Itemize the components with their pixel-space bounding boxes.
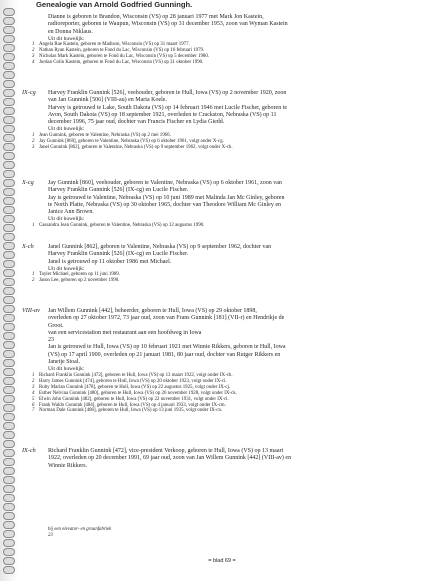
child-number: 3 bbox=[32, 144, 35, 150]
binding-ring bbox=[3, 413, 15, 421]
intro-children-label: Uit dit huwelijk: bbox=[48, 35, 85, 42]
generation-code: IX-ch bbox=[22, 447, 36, 454]
binding-ring bbox=[3, 539, 15, 547]
binding-ring bbox=[3, 287, 15, 295]
binding-ring bbox=[3, 566, 15, 574]
child-item bbox=[32, 223, 388, 229]
binding-ring bbox=[3, 260, 15, 268]
binding-ring bbox=[3, 422, 15, 430]
binding-ring bbox=[3, 305, 15, 313]
generation-code: X-cg bbox=[22, 179, 34, 186]
binding-ring bbox=[3, 386, 15, 394]
binding-ring bbox=[3, 431, 15, 439]
children-label: Uit dit huwelijk: bbox=[48, 366, 85, 373]
child-text: Nathan Ryan Kastein, geboren te Fond du Lac, Wisconsin (VS) op 16 februari 1979. bbox=[39, 48, 205, 54]
intro-block bbox=[22, 14, 422, 66]
binding-ring bbox=[3, 188, 15, 196]
entry-text bbox=[48, 90, 414, 126]
binding-ring bbox=[3, 197, 15, 205]
text-line: Jay is getrouwd te Valentine, Nebraska (VS) op 10 juni 1989 met Malinda Jan Mc Ginley, geboren bbox=[48, 194, 285, 201]
binding-ring bbox=[3, 143, 15, 151]
binding-ring bbox=[3, 44, 15, 52]
text-line: Groot. bbox=[48, 322, 64, 329]
binding-ring bbox=[3, 359, 15, 367]
binding-ring bbox=[3, 395, 15, 403]
child-number: 3 bbox=[32, 384, 35, 390]
binding-ring bbox=[3, 449, 15, 457]
child-text: Jason Lee, geboren op 2 november 1990. bbox=[39, 278, 120, 284]
child-number: 1 bbox=[32, 372, 35, 378]
binding-ring bbox=[3, 503, 15, 511]
text-line: Harvey Franklin Gunnink [526], veehouder, geboren te Hull, Iowa (VS) op 2 november 1920, zoon bbox=[48, 90, 287, 96]
intro-text bbox=[48, 14, 414, 36]
children-label: Uit dit huwelijk: bbox=[48, 265, 85, 272]
text-line: Richard Franklin Gunnink [472], vice-president Verkoop, geboren te Hull, Iowa (VS) op 13 maart bbox=[48, 448, 284, 454]
binding-ring bbox=[3, 134, 15, 142]
binding-ring bbox=[3, 341, 15, 349]
child-text: Frank Waldo Gunnink [484], geboren te Hull, Iowa (VS) op 4 januari 1933, volgt onder IX-cm. bbox=[39, 402, 226, 408]
child-text: Esther Nelvina Gunnink [480], geboren te Hull, Iowa (VS) op 26 november 1928, volgt onder IX-ck. bbox=[39, 390, 237, 396]
text-line: (VS) op 17 april 1900, overleden op 21 januari 1981, 80 jaar oud, dochter van Rutger Rikkers en bbox=[48, 351, 281, 358]
binding-ring bbox=[3, 458, 15, 466]
binding-ring bbox=[3, 296, 15, 304]
text-line: Jan Willem Gunnink [442], beheerder, geboren te Hull, Iowa (VS) op 29 oktober 1898, bbox=[48, 308, 257, 314]
text-line: 1922, overleden op 20 december 1991, 69 jaar oud, zoon van Jan Willem Gunnink [442] (VIII-av) en bbox=[48, 455, 292, 462]
binding-ring bbox=[3, 89, 15, 97]
entry-x-cg bbox=[22, 180, 422, 229]
binding-ring bbox=[3, 440, 15, 448]
entry-text bbox=[48, 308, 414, 366]
child-number: 2 bbox=[32, 278, 35, 284]
text-line: Janice Ann Brown. bbox=[48, 209, 94, 216]
binding-ring bbox=[3, 521, 15, 529]
binding-ring bbox=[3, 215, 15, 223]
text-line: Jay Gunnink [860], veehouder, geboren te Valentine, Nebraska (VS) op 6 oktober 1961, zoon van bbox=[48, 180, 282, 186]
child-number: 4 bbox=[32, 390, 35, 396]
text-line: en Donna Niklaus. bbox=[48, 28, 93, 35]
text-line: Jan is getrouwd te Hull, Iowa (VS) op 10 februari 1921 met Winnie Rikkers, geboren te Hull, Iowa bbox=[48, 344, 286, 351]
text-line: Harvey Franklin Gunnink [526] (IX-cg) en Lucile Fischer. bbox=[48, 187, 189, 194]
binding-ring bbox=[3, 467, 15, 475]
child-number: 1 bbox=[32, 223, 35, 229]
binding-ring bbox=[3, 242, 15, 250]
binding-ring bbox=[3, 179, 15, 187]
text-line: radioreporter, geboren te Waupun, Wisconsin (VS) op 31 december 1953, zoon van Wyman Kastein bbox=[48, 21, 288, 28]
entry-x-ch bbox=[22, 244, 422, 284]
binding-ring bbox=[3, 512, 15, 520]
child-text: Harry James Gunnink [474], geboren te Hull, Iowa (VS) op 20 oktober 1923, volgt onder IX-ci. bbox=[39, 378, 227, 384]
binding-ring bbox=[3, 350, 15, 358]
footnote-text: bij een elevator- en graanfabriek bbox=[48, 527, 112, 532]
child-text: Tayler Michael, geboren op 11 juni 1989. bbox=[39, 272, 120, 278]
children-list bbox=[22, 272, 388, 284]
binding-ring bbox=[3, 368, 15, 376]
text-line: Harvey is getrouwd te Lake, South Dakota (VS) op 14 februari 1946 met Lucile Fischer, geboren te bbox=[48, 104, 288, 111]
binding-ring bbox=[3, 8, 15, 16]
entry-viii-av bbox=[22, 308, 422, 414]
child-text: Ruby Marian Gunnink [478], geboren te Hull, Iowa (VS) op 22 augustus 1925, volgt onder IX-cj. bbox=[39, 384, 231, 390]
child-number: 1 bbox=[32, 272, 35, 278]
binding-ring bbox=[3, 530, 15, 538]
binding-ring bbox=[3, 107, 15, 115]
child-number: 2 bbox=[32, 378, 35, 384]
child-text: Angela Rae Kastein, geboren te Madison, Wisconsin (VS) op 31 maart 1977. bbox=[39, 42, 190, 48]
binding-ring bbox=[3, 71, 15, 79]
text-line: van Jan Gunnink [506] (VIII-au) en Maria Koele. bbox=[48, 97, 167, 104]
binding-ring bbox=[3, 494, 15, 502]
children-list bbox=[22, 42, 388, 66]
binding-ring bbox=[3, 269, 15, 277]
child-text: Janel Gunnink [862], geboren te Valentine, Nebraska (VS) op 9 september 1962, volgt onder X-ch. bbox=[39, 144, 233, 150]
binding-ring bbox=[3, 557, 15, 565]
document-page bbox=[22, 0, 422, 581]
children-list bbox=[22, 223, 388, 229]
text-line: Janel is getrouwd op 11 oktober 1986 met Michael. bbox=[48, 258, 172, 265]
binding-ring bbox=[3, 404, 15, 412]
entry-ix-ch bbox=[22, 448, 422, 470]
binding-ring bbox=[3, 278, 15, 286]
child-text: Jordan Colin Kastein, geboren te Fond du Lac, Wisconsin (VS) op 31 oktober 1990. bbox=[39, 60, 204, 66]
child-number: 4 bbox=[32, 60, 35, 66]
binding-ring bbox=[3, 80, 15, 88]
text-line: Winnie Rikkers. bbox=[48, 462, 88, 469]
child-text: Richard Franklin Gunnink [472], geboren te Hull, Iowa (VS) op 13 maart 1922, volgt onder IX-ch. bbox=[39, 372, 233, 378]
page-number: = blad 69 = bbox=[208, 558, 236, 564]
child-number: 3 bbox=[32, 54, 35, 60]
child-number: 7 bbox=[32, 408, 35, 414]
binding-ring bbox=[3, 116, 15, 124]
binding-ring bbox=[3, 485, 15, 493]
text-line: Avon, South Dakota (VS) op 18 september 1921, overleden te Crackston, Nebraska (VS) op 11 bbox=[48, 111, 277, 118]
generation-code: X-ch bbox=[22, 243, 34, 250]
children-list bbox=[22, 373, 388, 414]
child-number: 2 bbox=[32, 138, 35, 144]
entry-text bbox=[48, 448, 414, 470]
binding-ring bbox=[3, 323, 15, 331]
child-number: 5 bbox=[32, 396, 35, 402]
binding-ring bbox=[3, 206, 15, 214]
binding-ring bbox=[3, 233, 15, 241]
footnote bbox=[48, 527, 111, 539]
binding-ring bbox=[3, 161, 15, 169]
binding-ring bbox=[3, 224, 15, 232]
binding-ring bbox=[3, 98, 15, 106]
page-header: Genealogie van Arnold Godfried Gunningh. bbox=[36, 0, 193, 9]
binding-ring bbox=[3, 17, 15, 25]
binding-ring bbox=[3, 152, 15, 160]
child-number: 1 bbox=[32, 133, 35, 139]
binding-ring bbox=[3, 62, 15, 70]
text-line: van een servicestation met restaurant aan een hoofdweg in Iowa bbox=[48, 329, 202, 336]
text-line: Harvey Franklin Gunnink [526] (IX-cg) en Lucile Fischer. bbox=[48, 251, 189, 258]
entry-text bbox=[48, 244, 414, 266]
binding-ring bbox=[3, 377, 15, 385]
child-text: Cassandra Jean Gunnink, geboren te Valentine, Nebraska (VS) op 12 augustus 1990. bbox=[39, 223, 205, 229]
entry-ix-cg bbox=[22, 90, 422, 151]
children-label: Uit dit huwelijk: bbox=[48, 126, 85, 133]
child-text: Jean Gunnink, geboren te Valentine, Nebraska (VS) op 2 mei 1960. bbox=[39, 133, 171, 139]
entry-text bbox=[48, 180, 414, 216]
footnote-number: 23 bbox=[48, 533, 53, 538]
child-number: 2 bbox=[32, 48, 35, 54]
binding-ring bbox=[3, 53, 15, 61]
binding-ring bbox=[3, 314, 15, 322]
child-number: 6 bbox=[32, 402, 35, 408]
binding-ring bbox=[3, 548, 15, 556]
generation-code: VIII-av bbox=[22, 307, 40, 314]
text-line: december 1996, 75 jaar oud, dochter van Francis Fischer en Lydia Giedd. bbox=[48, 119, 225, 126]
text-line: 23 bbox=[48, 337, 54, 344]
generation-code: IX-cg bbox=[22, 89, 36, 96]
child-text: Norman Dale Gunnink [486], geboren te Hull, Iowa (VS) op 13 juni 1935, volgt onder IX-cn. bbox=[39, 408, 223, 414]
binding-ring bbox=[3, 35, 15, 43]
text-line: overleden op 27 oktober 1972, 73 jaar oud, zoon van Frans Gunnink [181] (VII-r) en Hendrikje de bbox=[48, 315, 285, 322]
text-line: te North Platte, Nebraska (VS) op 30 oktober 1965, dochter van Theodore William Mc Ginley en bbox=[48, 201, 281, 208]
text-line: Janel Gunnink [862], geboren te Valentine, Nebraska (VS) op 9 september 1962, dochter van bbox=[48, 244, 272, 250]
binding-ring bbox=[3, 476, 15, 484]
child-item bbox=[32, 60, 388, 66]
text-line: Janetje Stoal. bbox=[48, 359, 80, 366]
binding-ring bbox=[3, 251, 15, 259]
child-item bbox=[32, 408, 388, 414]
binding-ring bbox=[3, 26, 15, 34]
binding-ring bbox=[3, 125, 15, 133]
children-list bbox=[22, 133, 388, 151]
text-line: Dianne is geboren te Brandon, Wisconsin (VS) op 28 januari 1977 met Mark Jon Kastein, bbox=[48, 14, 264, 20]
binding-ring bbox=[3, 332, 15, 340]
child-text: Elwin John Gunnink [482], geboren te Hull, Iowa (VS) op 22 november 1931, volgt onder IX-cl. bbox=[39, 396, 229, 402]
binding-ring bbox=[3, 170, 15, 178]
child-item bbox=[32, 145, 388, 151]
child-text: Jay Gunnink [860], geboren te Valentine, Nebraska (VS) op 6 oktober 1961, volgt onder X-cg. bbox=[39, 138, 224, 144]
child-item bbox=[32, 278, 388, 284]
child-number: 1 bbox=[32, 42, 35, 48]
child-text: Nicholas Mark Kastein, geboren te Fond du Lac, Wisconsin (VS) op 5 december 1980. bbox=[39, 54, 210, 60]
children-label: Uit dit huwelijk: bbox=[48, 216, 85, 223]
